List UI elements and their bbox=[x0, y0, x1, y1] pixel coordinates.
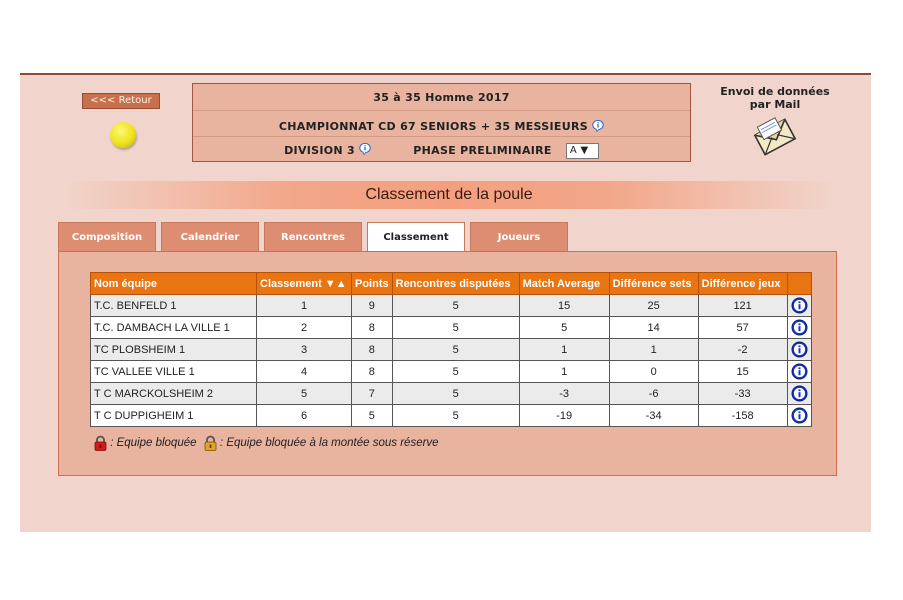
col-header-rank[interactable]: Classement ▼▲ bbox=[257, 273, 352, 295]
division-label: DIVISION 3 bbox=[284, 144, 356, 157]
competition-category: 35 à 35 Homme 2017 bbox=[373, 91, 510, 104]
phase-label: PHASE PRELIMINAIRE bbox=[413, 144, 552, 157]
match-average-cell: -3 bbox=[519, 383, 609, 405]
division-row bbox=[193, 143, 690, 159]
page-title: Classement de la poule bbox=[365, 186, 533, 203]
points-cell: 8 bbox=[352, 339, 393, 361]
games-diff-cell: -158 bbox=[698, 405, 787, 427]
tennis-ball-icon bbox=[110, 122, 136, 148]
legend-blocked-reserve: : Equipe bloquée à la montée sous réserve bbox=[216, 437, 439, 450]
info-cell bbox=[787, 339, 811, 361]
played-cell: 5 bbox=[392, 383, 519, 405]
sets-diff-cell: -34 bbox=[609, 405, 698, 427]
played-cell: 5 bbox=[392, 295, 519, 317]
mail-label-line2: par Mail bbox=[749, 98, 801, 111]
gold-lock-icon bbox=[204, 435, 217, 451]
legend-blocked: : Equipe bloquée bbox=[107, 437, 197, 450]
title-banner bbox=[60, 181, 838, 209]
team-info-icon[interactable] bbox=[791, 407, 808, 424]
sets-diff-cell: 25 bbox=[609, 295, 698, 317]
col-header-points[interactable]: Points bbox=[352, 273, 393, 295]
sets-diff-cell: -6 bbox=[609, 383, 698, 405]
envelope-icon[interactable] bbox=[752, 114, 798, 160]
team-name-cell: T C DUPPIGHEIM 1 bbox=[91, 405, 257, 427]
ranking-table bbox=[90, 272, 812, 427]
match-average-cell: -19 bbox=[519, 405, 609, 427]
team-name-cell: T.C. BENFELD 1 bbox=[91, 295, 257, 317]
mail-send-label[interactable] bbox=[714, 85, 836, 111]
legend bbox=[94, 435, 439, 451]
played-cell: 5 bbox=[392, 339, 519, 361]
info-cell bbox=[787, 295, 811, 317]
played-cell: 5 bbox=[392, 361, 519, 383]
table-row bbox=[91, 339, 812, 361]
col-header-team[interactable]: Nom équipe bbox=[91, 273, 257, 295]
rank-cell: 5 bbox=[257, 383, 352, 405]
table-row bbox=[91, 317, 812, 339]
mail-label-line1: Envoi de données bbox=[720, 85, 830, 98]
table-row bbox=[91, 295, 812, 317]
games-diff-cell: 15 bbox=[698, 361, 787, 383]
played-cell: 5 bbox=[392, 405, 519, 427]
back-button[interactable]: <<< Retour bbox=[82, 93, 160, 109]
pool-select[interactable]: A ▼ bbox=[566, 143, 599, 159]
info-cell bbox=[787, 317, 811, 339]
sets-diff-cell: 14 bbox=[609, 317, 698, 339]
points-cell: 8 bbox=[352, 317, 393, 339]
col-header-played[interactable]: Rencontres disputées bbox=[392, 273, 519, 295]
games-diff-cell: 57 bbox=[698, 317, 787, 339]
divider bbox=[193, 136, 690, 137]
info-bubble-icon[interactable] bbox=[359, 143, 371, 155]
games-diff-cell: -2 bbox=[698, 339, 787, 361]
rank-cell: 4 bbox=[257, 361, 352, 383]
rank-cell: 3 bbox=[257, 339, 352, 361]
rank-cell: 1 bbox=[257, 295, 352, 317]
info-cell bbox=[787, 405, 811, 427]
rank-cell: 6 bbox=[257, 405, 352, 427]
championship-row bbox=[193, 120, 690, 133]
match-average-cell: 15 bbox=[519, 295, 609, 317]
team-name-cell: T.C. DAMBACH LA VILLE 1 bbox=[91, 317, 257, 339]
points-cell: 8 bbox=[352, 361, 393, 383]
championship-title: CHAMPIONNAT CD 67 SENIORS + 35 MESSIEURS bbox=[278, 120, 588, 133]
col-header-games-diff[interactable]: Différence jeux bbox=[698, 273, 787, 295]
info-cell bbox=[787, 361, 811, 383]
table-header-row bbox=[91, 273, 812, 295]
col-header-sets-diff[interactable]: Différence sets bbox=[609, 273, 698, 295]
match-average-cell: 1 bbox=[519, 339, 609, 361]
sets-diff-cell: 1 bbox=[609, 339, 698, 361]
team-info-icon[interactable] bbox=[791, 363, 808, 380]
col-header-match-average[interactable]: Match Average bbox=[519, 273, 609, 295]
tab-composition[interactable]: Composition bbox=[58, 222, 156, 251]
points-cell: 5 bbox=[352, 405, 393, 427]
sets-diff-cell: 0 bbox=[609, 361, 698, 383]
games-diff-cell: -33 bbox=[698, 383, 787, 405]
info-bubble-icon[interactable] bbox=[592, 120, 604, 132]
col-header-info bbox=[787, 273, 811, 295]
points-cell: 9 bbox=[352, 295, 393, 317]
divider bbox=[193, 110, 690, 111]
match-average-cell: 5 bbox=[519, 317, 609, 339]
tab-calendrier[interactable]: Calendrier bbox=[161, 222, 259, 251]
team-info-icon[interactable] bbox=[791, 297, 808, 314]
competition-info-box bbox=[192, 83, 691, 162]
tab-classement[interactable]: Classement bbox=[367, 222, 465, 252]
played-cell: 5 bbox=[392, 317, 519, 339]
team-info-icon[interactable] bbox=[791, 385, 808, 402]
games-diff-cell: 121 bbox=[698, 295, 787, 317]
rank-cell: 2 bbox=[257, 317, 352, 339]
table-row bbox=[91, 361, 812, 383]
match-average-cell: 1 bbox=[519, 361, 609, 383]
tab-joueurs[interactable]: Joueurs bbox=[470, 222, 568, 251]
table-row bbox=[91, 405, 812, 427]
table-row bbox=[91, 383, 812, 405]
team-info-icon[interactable] bbox=[791, 319, 808, 336]
info-cell bbox=[787, 383, 811, 405]
tab-rencontres[interactable]: Rencontres bbox=[264, 222, 362, 251]
team-info-icon[interactable] bbox=[791, 341, 808, 358]
team-name-cell: TC VALLEE VILLE 1 bbox=[91, 361, 257, 383]
team-name-cell: T C MARCKOLSHEIM 2 bbox=[91, 383, 257, 405]
red-lock-icon bbox=[94, 435, 107, 451]
points-cell: 7 bbox=[352, 383, 393, 405]
team-name-cell: TC PLOBSHEIM 1 bbox=[91, 339, 257, 361]
